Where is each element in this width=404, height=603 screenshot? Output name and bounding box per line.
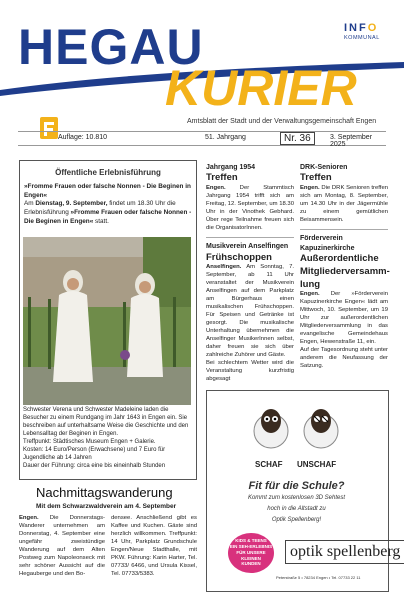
masthead-title-kurier: KURIER	[165, 60, 357, 116]
wanderung-subtitle: Mit dem Schwarzwaldverein am 4. September	[36, 503, 177, 510]
musikverein-title: Frühschoppen	[206, 251, 272, 263]
body-text: Schwester Verena und Schwester Madeleine laden die Besucher zu einem Rundgang im Jahr 1643 in Engen ein. Sie beschreiben auf unterhaltsame Weise die Geschichte und den Lebensalltag der Beginen in Engen.	[23, 407, 189, 437]
brand-part2: spellenberg	[326, 543, 401, 560]
foerderverein-heading2: Kapuzinerkirche	[300, 244, 355, 252]
jahrgang-heading: Jahrgang 1954	[206, 164, 256, 171]
masthead-title-hegau: HEGAU	[18, 19, 204, 75]
treffpunkt-text: Treffpunkt: Städtisches Museum Engen + Galerie.	[23, 438, 156, 445]
dauer-text: Dauer der Führung: circa eine bis eineinhalb Stunden	[23, 462, 166, 469]
column-right	[300, 163, 388, 371]
divider	[206, 237, 294, 238]
issue-number: Nr. 36	[280, 132, 315, 145]
drk-heading: DRK-Senioren	[300, 164, 348, 171]
jahrgang-body	[206, 185, 294, 233]
intro-heading: »Fromme Frauen oder falsche Nonnen - Die Beginen in Engen«	[24, 183, 191, 199]
ad-line3: Optik Spellenberg!	[271, 517, 322, 523]
jahrgang-title: Treffen	[206, 172, 238, 184]
foerderverein-text: Der »Förderverein Kapuzinerkirche Engen« lädt am Mittwoch, 10. September, um 19 Uhr zur außerordentlichen Mitgliederversammlung in das evangelische Gemeindehaus Engen, Hewenstraße 11, ein.	[300, 291, 388, 346]
ad-line2: hoch in die Altstadt zu	[267, 506, 326, 512]
info-logo-o: O	[367, 22, 379, 34]
brand-part1: optik	[290, 543, 323, 560]
badge-line2: EIN SEH-ERLEBNIS	[229, 543, 273, 549]
ad-line1: Kommt zum kostenlosen 3D Sehtest	[247, 495, 346, 501]
drk-lead: Engen.	[300, 185, 320, 192]
badge-line3: FÜR UNSERE	[236, 549, 266, 555]
musikverein-body2: Bei schlechtem Wetter wird die Veranstaltung kurzfristig abgesagt	[206, 359, 294, 382]
masthead-subtitle: Amtsblatt der Stadt und der Verwaltungsgemeinschaft Engen	[187, 118, 377, 125]
divider	[300, 229, 388, 230]
foerderverein-heading1: Förderverein	[300, 235, 343, 243]
musikverein-lead: Anselfingen.	[206, 264, 242, 271]
intro-text1: Am	[24, 200, 36, 208]
erlebnisfuehrung-title: Öffentliche Erlebnisführung	[55, 168, 161, 177]
jahrgang-text: Der Stammtisch Jahrgang 1954 trifft sich am Freitag, 12. September, um 18.30 Uhr in der Vinothek Gebhard. Über rege Teilnahme freuen sich die OrganisatorInnen.	[206, 185, 294, 232]
badge-line5: KUNDEN	[241, 561, 261, 567]
erlebnisfuehrung-body	[23, 407, 193, 471]
foerderverein-title1: Außerordentliche	[300, 252, 379, 264]
info-logo	[344, 22, 378, 34]
wanderung-col1	[19, 515, 105, 579]
drk-title: Treffen	[300, 172, 332, 184]
intro-text3: statt.	[93, 217, 109, 225]
intro-bold: »Fromme Frauen oder falsche Nonnen - Die Beginen in Engen«	[24, 208, 192, 225]
column-middle	[206, 163, 294, 384]
jahrgang: 51. Jahrgang	[205, 134, 246, 141]
kids-teens-badge	[228, 533, 274, 573]
kosten-text: Kosten: 14 Euro/Person (Erwachsene) und 7 Euro für Jugendliche ab 14 Jahren	[23, 446, 166, 461]
kommunal-label: KOMMUNAL	[344, 35, 380, 41]
jahrgang-lead: Engen.	[206, 185, 226, 192]
drk-body	[300, 185, 388, 225]
sheep-left-icon	[254, 409, 288, 448]
drk-text: Die DRK Senioren treffen sich am Montag, 8. September, um 14.30 Uhr in der Jägermühle zu einem gemütlichen Beisammensein.	[300, 185, 388, 224]
musikverein-heading: Musikverein Anselfingen	[206, 243, 289, 251]
intro-date: Dienstag, 9. September,	[35, 200, 108, 208]
info-logo-text: INF	[344, 22, 368, 34]
auflage: Auflage: 10.810	[58, 134, 108, 141]
foerderverein-title2: Mitgliederversamm-	[300, 265, 390, 277]
foerderverein-lead: Engen.	[300, 291, 320, 298]
optik-spellenberg-logo	[285, 540, 404, 564]
intro-text2: findet um 18.30 Uhr die Erlebnisführung	[24, 200, 176, 216]
wanderung-lead: Engen.	[19, 515, 39, 521]
erlebnisfuehrung-intro	[24, 183, 192, 226]
info-bar	[18, 131, 386, 146]
issue-date: 3. September 2025	[330, 134, 373, 148]
musikverein-text: Am Sonntag, 7. September, ab 11 Uhr veranstaltet der Musikverein Anselfingen auf dem Parkplatz am Bürgerhaus einen musikalischen Frühschoppen. Für Speisen und Getränke ist gesorgt. Die musikalische Unterhaltung übernehmen die Anselfinger MusikerInnen selbst, daher freuen sie sich über zahlreiche Zuhörer und Gäste.	[206, 264, 294, 358]
ad-headline: Fit für die Schule?	[248, 480, 345, 492]
optik-address: Peterstraße 5 • 78234 Engen • Tel. 07733 22 11	[276, 575, 361, 580]
foerderverein-title3: lung	[300, 278, 321, 290]
foerderverein-body2: Auf der Tagesordnung steht unter anderem die Neufassung der Satzung.	[300, 347, 388, 370]
wanderung-col2: densee. Anschließend gibt es Kaffee und Kuchen. Gäste sind herzlich willkommen. Treffpunkt: 14 Uhr, Parkplatz Grundschule Engen/Neue Stadthalle, mit PKW. Führung: Karin Harter, Tel. 07733/ 6466, und Ursula Kissel, Tel. 07733/5383.	[111, 515, 197, 577]
sheep-label-right: UNSCHAF	[297, 460, 337, 469]
beginen-photo	[23, 237, 191, 405]
sheep-illustration	[246, 397, 346, 459]
badge-line4: KLEINEN	[241, 555, 261, 561]
foerderverein-body	[300, 291, 388, 347]
sheep-label-left: SCHAF	[255, 460, 283, 469]
musikverein-body	[206, 264, 294, 360]
wanderung-title: Nachmittagswanderung	[36, 485, 173, 500]
sheep-right-icon	[304, 409, 338, 448]
wanderung-text1: Die Donnerstags-Wanderer unternehmen am Donnerstag, 4. September eine ungefähr zweistündige Wanderung auf dem Alten Postweg zum Napoleonseck mit sehr schöner Aussicht auf die Hegauberge und den Bo-	[19, 515, 105, 577]
badge-line1: KIDS & TEENS	[235, 538, 267, 543]
